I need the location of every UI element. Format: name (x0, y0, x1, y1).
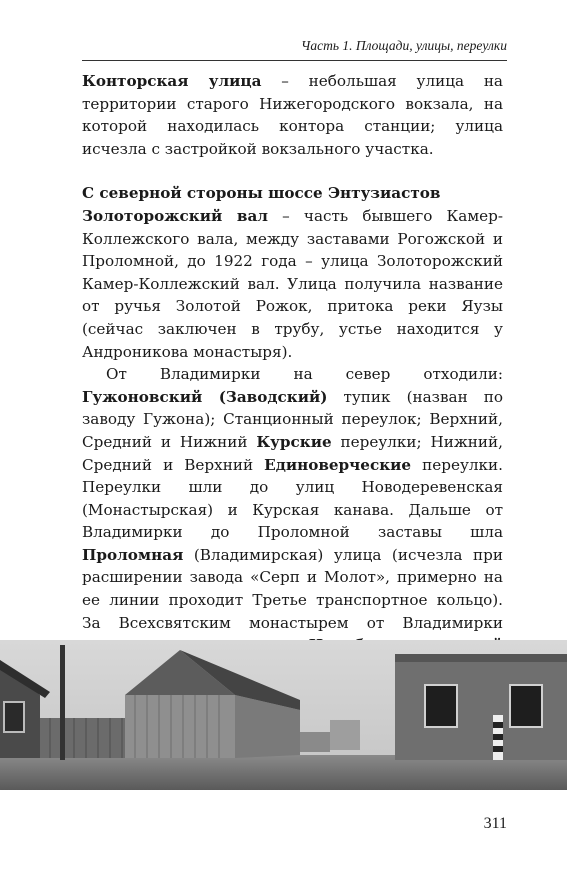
street-name: Проломная (82, 545, 184, 564)
paragraph-text: – небольшая улица на территории старого Нижегородского вокзала, на которой находилась контора станции; улица исчезла с застройкой вокзального участка. (82, 72, 503, 158)
street-photo-image (0, 640, 567, 790)
paragraph-text: переулки; Нижний, Средний и Верхний (82, 432, 503, 474)
paragraph-text: От Владимирки на север отходили: (106, 365, 503, 384)
paragraph-text: тупик (назван по заводу Гужона); Станционный переулок; Верхний, Средний и Нижний (82, 387, 503, 451)
paragraph-text: – часть бывшего Камер-Коллежского вала, между заставами Рогожской и Проломной, до 1922 года – улица Золоторожский Камер-Коллежский вал. Улица получила название от ручья Золотой Рожок, притока реки Яузы (сейчас заключен в трубу, устье находится у Андроникова монастыря). (82, 206, 503, 361)
paragraph-kontorskaya (82, 70, 503, 160)
street-name: Единоверческие (264, 455, 412, 474)
paragraph-text: переулки. Переулки шли до улиц Новодеревенская (Монастырская) и Курская канава. Дальше от Владимирки до Проломной заставы шла (82, 455, 503, 542)
street-photo (0, 640, 567, 790)
street-name: Гужоновский (Заводский) (82, 387, 328, 406)
paragraph-zolotorozhsky (82, 205, 503, 363)
paragraph-text: (Владимирская) улица (исчезла при расширении завода «Серп и Молот», примерно на ее линии проходит Третье транспортное кольцо). За Всехсвятским монастырем от Владимирки (82, 545, 503, 632)
street-name: Курские (256, 432, 332, 451)
section-subheading: С северной стороны шоссе Энтузиастов (82, 184, 441, 203)
running-head: Часть 1. Площади, улицы, переулки (82, 38, 507, 61)
street-name: Золоторожский вал (82, 206, 269, 225)
street-name: Конторская улица (82, 72, 262, 90)
page-number: 311 (483, 815, 507, 832)
